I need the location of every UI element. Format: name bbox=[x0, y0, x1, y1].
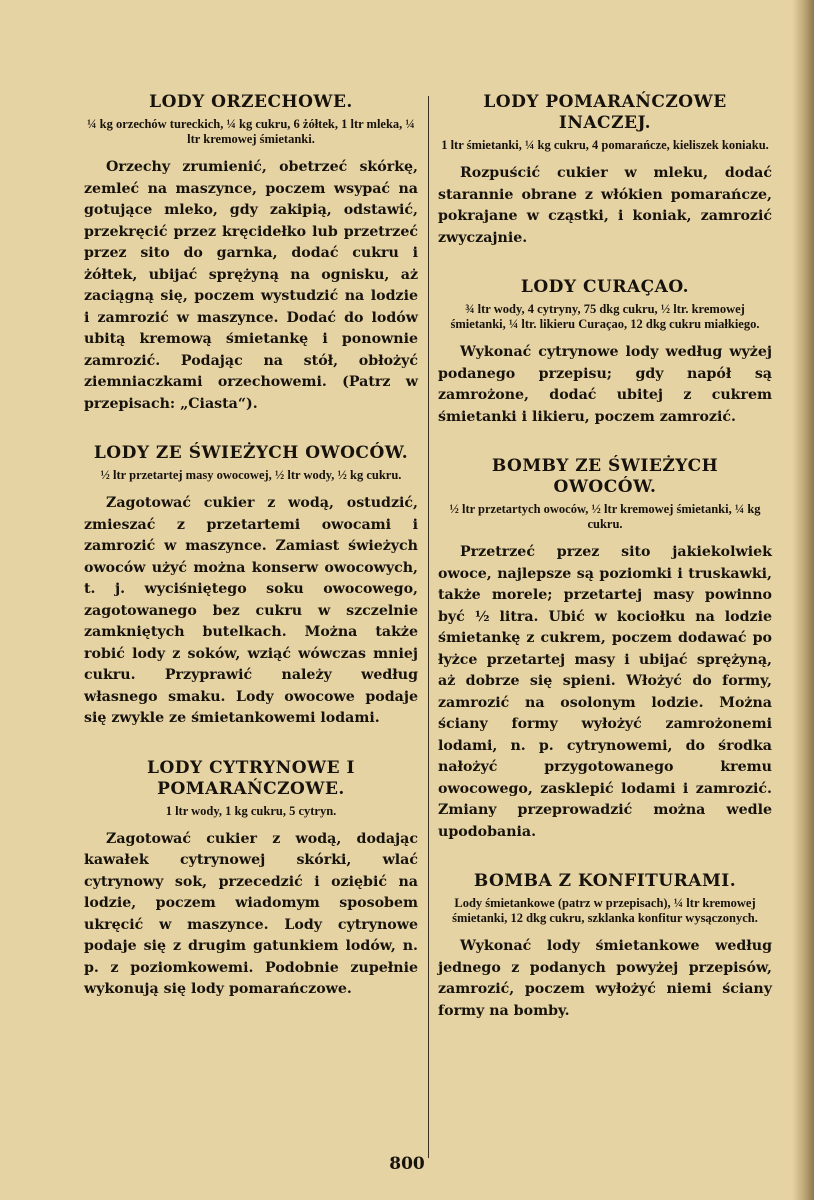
right-column bbox=[438, 92, 772, 1050]
recipe-lody-cytrynowe bbox=[84, 758, 418, 1001]
left-column bbox=[84, 92, 418, 1029]
column-divider bbox=[428, 96, 429, 1158]
recipe-ingredients: 1 ltr wody, 1 kg cukru, 5 cytryn. bbox=[165, 803, 337, 818]
recipe-method: Orzechy zrumienić, obetrzeć skórkę, zemleć na maszynce, poczem wsypać na gotujące mleko, gdy zakipią, odstawić, przekręcić przez kręcidełko lub przetrzeć przez sito do garnka, dodać cukru i żółtek, ubijać sprężyną na ognisku, aż zaciągną się, poczem wystudzić na lodzie i zamrozić w maszynce. Dodać do lodów ubitą kremową śmietankę i ponownie zamrozić. Podając na stół, obłożyć ziemniaczkami orzechowemi. (Patrz w przepisach: „Ciasta“). bbox=[84, 159, 418, 412]
recipe-lody-curacao bbox=[438, 277, 772, 428]
recipe-ingredients: ½ ltr przetartych owoców, ½ ltr kremowej śmietanki, ¼ kg cukru. bbox=[449, 502, 761, 531]
recipe-title: BOMBA Z KONFITURAMI. bbox=[473, 871, 737, 891]
recipe-title: LODY ORZECHOWE. bbox=[149, 92, 353, 112]
recipe-method: Wykonać cytrynowe lody według wyżej podanego przepisu; gdy napół są zamrożone, dodać ubitej z cukrem śmietanki i likieru, poczem zamrozić. bbox=[438, 344, 772, 425]
recipe-ingredients: Lody śmietankowe (patrz w przepisach), ¼ ltr kremowej śmietanki, 12 dkg cukru, szklanka konfitur wysączonych. bbox=[452, 896, 758, 925]
recipe-method: Zagotować cukier z wodą, dodając kawałek cytrynowej skórki, wlać cytrynowy sok, przecedzić i oziębić na lodzie, poczem wiadomym sposobem ukręcić w maszynce. Lody cytrynowe podaje się z drugim gatunkiem lodów, n. p. z poziomkowemi. Podobnie zupełnie wykonują się lody pomarańczowe. bbox=[84, 830, 418, 997]
recipe-method: Rozpuścić cukier w mleku, dodać starannie obrane z włókien pomarańcze, pokrajane w cząstki, i koniak, zamrozić zwyczajnie. bbox=[438, 165, 772, 246]
recipe-bomby-ze-swiezych-owocow bbox=[438, 456, 772, 843]
page-number: 800 bbox=[389, 1154, 425, 1174]
recipe-lody-pomaranczowe-inaczej bbox=[438, 92, 772, 249]
recipe-lody-ze-swiezych-owocow bbox=[84, 443, 418, 730]
recipe-title: LODY POMARAŃCZOWE INACZEJ. bbox=[483, 92, 727, 133]
recipe-title: BOMBY ZE ŚWIEŻYCH OWOCÓW. bbox=[491, 456, 719, 497]
recipe-method: Zagotować cukier z wodą, ostudzić, zmieszać z przetartemi owocami i zamrozić w maszynce. Zamiast świeżych owoców użyć można konserw owocowych, t. j. wyciśniętego soku owocowego, zagotowanego bez cukru w szczelnie zamkniętych butelkach. Można także robić lody z soków, wziąć wówczas mniej cukru. Przyprawić należy według własnego smaku. Lody owocowe podaje się zwykle ze śmietankowemi lodami. bbox=[84, 495, 418, 726]
recipe-ingredients: ½ ltr przetartej masy owocowej, ½ ltr wody, ½ kg cukru. bbox=[100, 468, 402, 482]
recipe-title: LODY CURAÇAO. bbox=[520, 277, 690, 297]
recipe-lody-orzechowe bbox=[84, 92, 418, 415]
recipe-bomba-z-konfiturami bbox=[438, 871, 772, 1022]
recipe-ingredients: 1 ltr śmietanki, ¼ kg cukru, 4 pomarańcze, kieliszek koniaku. bbox=[441, 138, 769, 152]
recipe-title: LODY CYTRYNOWE I POMARAŃCZOWE. bbox=[147, 757, 355, 799]
recipe-method: Przetrzeć przez sito jakiekolwiek owoce, najlepsze są poziomki i truskawki, także morele; przetartej masy powinno być ½ litra. Ubić w kociołku na lodzie śmietankę z cukrem, poczem dodawać po łyżce przetartej masy i ubijać sprężyną, aż dobrze się spieni. Włożyć do formy, zamrozić na osolonym lodzie. Można ściany formy wyłożyć zamrożonemi lodami, n. p. cytrynowemi, do środka nałożyć przygotowanego kremu owocowego, zasklepić lodami i zamrozić. Zmiany przeprowadzić można wedle upodobania. bbox=[438, 544, 772, 840]
recipe-title: LODY ZE ŚWIEŻYCH OWOCÓW. bbox=[93, 443, 409, 463]
page-edge-shadow bbox=[792, 0, 814, 1200]
recipe-ingredients: ¼ kg orzechów tureckich, ¼ kg cukru, 6 żółtek, 1 ltr mleka, ¼ ltr kremowej śmietanki. bbox=[87, 117, 415, 146]
recipe-method: Wykonać lody śmietankowe według jednego z podanych powyżej przepisów, zamrozić, poczem wyłożyć niemi ściany formy na bomby. bbox=[438, 938, 772, 1019]
recipe-ingredients: ¾ ltr wody, 4 cytryny, 75 dkg cukru, ½ ltr. kremowej śmietanki, ¼ ltr. likieru Curaçao, 12 dkg cukru miałkiego. bbox=[450, 302, 760, 331]
